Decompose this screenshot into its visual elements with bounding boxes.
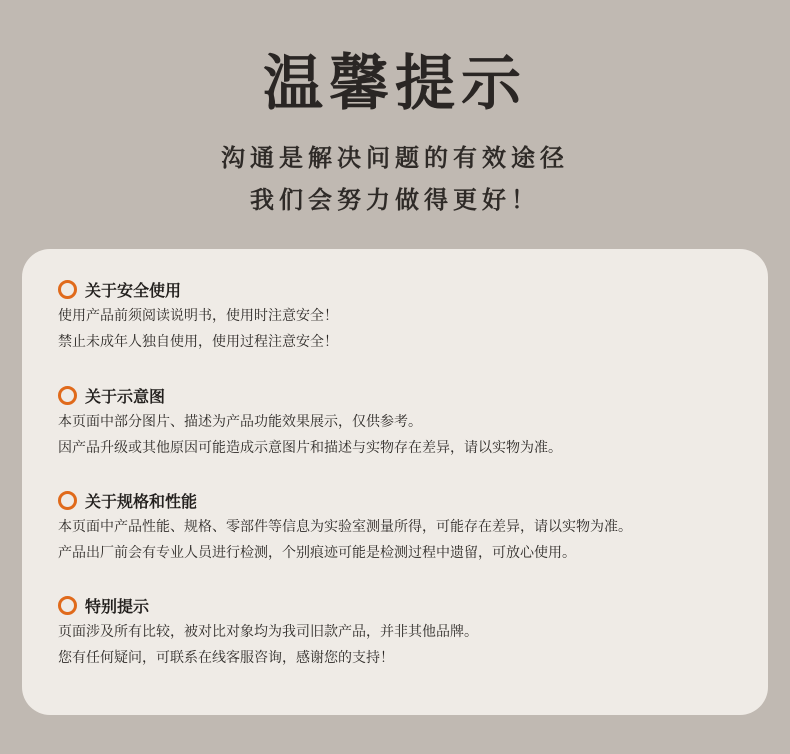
section-specs: [58, 488, 748, 566]
page-title: 温馨提示: [263, 49, 527, 119]
circle-bullet-icon: [58, 491, 77, 510]
section-text-line: 您有任何疑问，可联系在线客服咨询，感谢您的支持！: [58, 650, 394, 666]
circle-bullet-icon: [58, 280, 77, 299]
section-heading: 关于规格和性能: [58, 488, 748, 512]
section-illustration: [58, 383, 748, 461]
section-heading: 关于安全使用: [58, 277, 748, 301]
section-text-line: 产品出厂前会有专业人员进行检测，个别痕迹可能是检测过程中遗留，可放心使用。: [58, 545, 576, 561]
subtitle-line-1: 沟通是解决问题的有效途径: [221, 144, 569, 172]
section-text-line: 页面涉及所有比较，被对比对象均为我司旧款产品，并非其他品牌。: [58, 624, 478, 640]
section-text-line: 因产品升级或其他原因可能造成示意图片和描述与实物存在差异，请以实物为准。: [58, 440, 562, 456]
section-heading: 特别提示: [58, 593, 748, 617]
section-safety: [58, 277, 748, 355]
section-text-line: 本页面中产品性能、规格、零部件等信息为实验室测量所得，可能存在差异，请以实物为准。: [58, 519, 632, 535]
section-text-line: 本页面中部分图片、描述为产品功能效果展示，仅供参考。: [58, 414, 422, 430]
section-special-notice: [58, 593, 748, 671]
section-text-line: 禁止未成年人独自使用，使用过程注意安全！: [58, 334, 338, 350]
section-heading: 关于示意图: [58, 383, 748, 407]
notice-card: [22, 249, 768, 715]
subtitle-line-2: 我们会努力做得更好！: [250, 186, 540, 214]
circle-bullet-icon: [58, 386, 77, 405]
section-text-line: 使用产品前须阅读说明书，使用时注意安全！: [58, 308, 338, 324]
circle-bullet-icon: [58, 596, 77, 615]
